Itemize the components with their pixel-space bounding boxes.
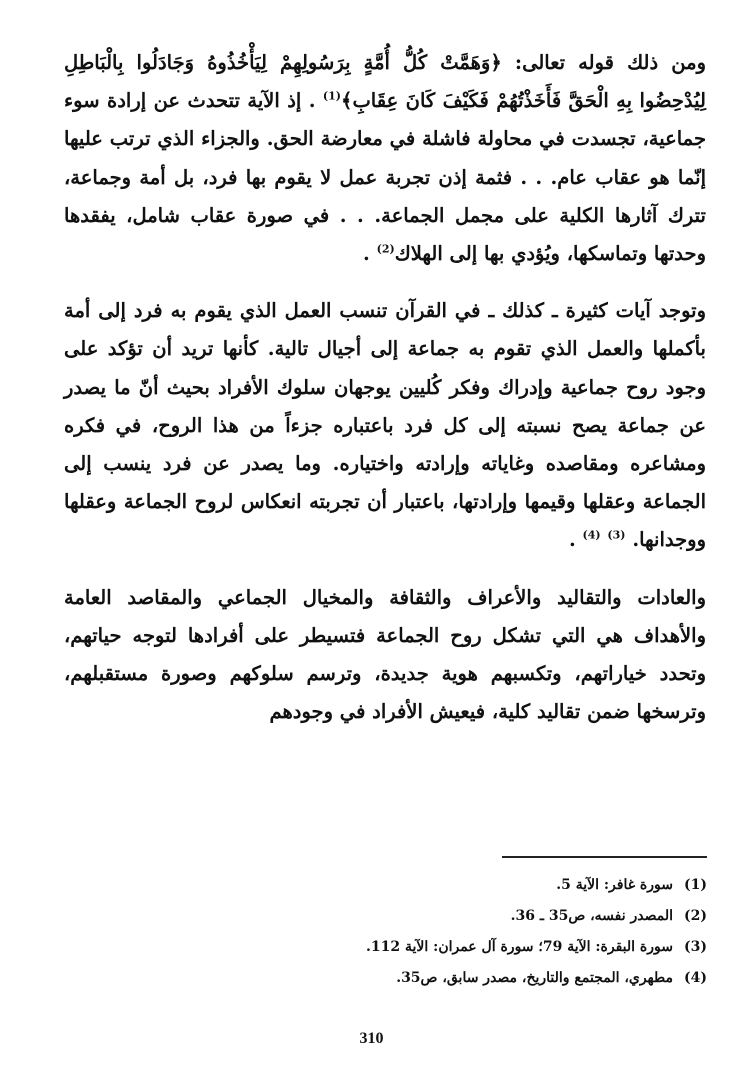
quran-verse: ﴿وَهَمَّتْ كُلُّ أُمَّةٍ بِرَسُولِهِمْ لِيَأْخُذُوهُ وَجَادَلُوا بِالْبَاطِلِ لِيُدْحِضُوا بِهِ الْحَقَّ فَأَخَذْتُهُمْ فَكَيْفَ كَانَ عِقَابِ﴾ [64, 51, 706, 113]
page-number: 310 [359, 1030, 384, 1047]
footnote-separator [502, 856, 707, 858]
footnote-item [67, 870, 707, 901]
paragraph-2-end: . [568, 528, 583, 552]
paragraph-3 [64, 579, 706, 732]
paragraph-2-text: وتوجد آيات كثيرة ـ كذلك ـ في القرآن تنسب العمل الذي يقوم به فرد إلى أمة بأكملها والعمل الذي تقوم به جماعة إلى أجيال تالية. كأنها تريد أن تؤكد على وجود روح جماعية وإدراك وفكر كُليين يوجهان سلوك الأفراد بحيث أنّ ما يصدر عن جماعة يصح نسبته إلى كل فرد باعتباره جزءاً من هذا الروح، في فكره ومشاعره ومقاصده وغاياته وإرادته واختياره. وما يصدر عن فرد ينسب إلى الجماعة وعقلها وقيمها وإرادتها، باعتبار أن تجربته انعكاس لروح الجماعة وعقلها ووجدانها. [64, 299, 706, 552]
footnote-ref-2: (2) [376, 242, 395, 256]
footnote-number: (3) [684, 939, 707, 955]
footnote-ref-1: (1) [322, 89, 342, 103]
paragraph-2 [64, 292, 706, 559]
footnote-number: (4) [684, 970, 707, 986]
footnote-item [67, 901, 707, 932]
footnote-number: (1) [684, 877, 707, 893]
paragraph-1-text: . إذ الآية تتحدث عن إرادة سوء جماعية، تجسدت في محاولة فاشلة في معارضة الحق. والجزاء الذي ترتب عليها إنّما هو عقاب عام. . . فثمة إذن تجربة عمل لا يقوم بها فرد، بل أمة وجماعة، تترك آثارها الكلية على مجمل الجماعة. . . في صورة عقاب شامل، يفقدها وحدتها وتماسكها، ويُؤدي بها إلى الهلاك [64, 89, 706, 266]
paragraph-3-text: والعادات والتقاليد والأعراف والثقافة والمخيال الجماعي والمقاصد العامة والأهداف هي التي تشكل روح الجماعة فتسيطر على أفرادها لتوجه حياتهم، وتحدد خياراتهم، وتكسبهم هوية جديدة، وترسم سلوكهم وصورة مستقبلهم، وترسخها ضمن تقاليد كلية، فيعيش الأفراد في وجودهم [64, 585, 706, 724]
footnote-ref-4: (4) [582, 528, 601, 542]
footnote-text: مطهري، المجتمع والتاريخ، مصدر سابق، ص35. [396, 970, 673, 986]
paragraph-1-intro: ومن ذلك قوله تعالى: [501, 51, 706, 74]
paragraph-1-end: . [363, 242, 377, 266]
footnote-number: (2) [684, 908, 707, 924]
footnote-item [67, 963, 707, 994]
footnote-item [67, 932, 707, 963]
footnotes-list [67, 870, 707, 994]
footnote-text: سورة غافر: الآية 5. [556, 877, 673, 893]
footnote-ref-3: (3) [607, 528, 626, 542]
paragraph-1 [64, 44, 706, 273]
main-text [64, 44, 706, 731]
footnote-text: المصدر نفسه، ص35 ـ 36. [510, 908, 673, 924]
footnote-text: سورة البقرة: الآية 79؛ سورة آل عمران: الآية 112. [366, 939, 673, 955]
